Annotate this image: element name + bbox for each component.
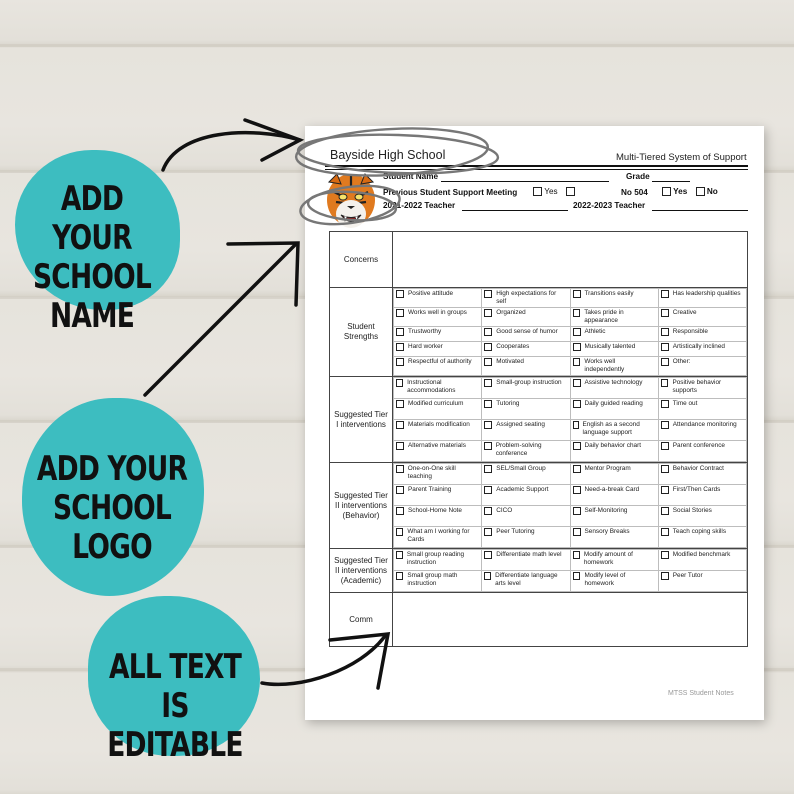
option-checkbox[interactable] (396, 343, 404, 351)
option-checkbox[interactable] (484, 400, 492, 408)
option-label: Cooperates (496, 343, 530, 350)
option-checkbox[interactable] (573, 572, 581, 580)
option-label: Other: (672, 358, 691, 365)
option-cell (394, 571, 482, 592)
option-cell (394, 485, 482, 506)
option-label: Trustworthy (408, 328, 442, 335)
option-label: Transitions easily (584, 290, 634, 297)
option-checkbox[interactable] (573, 486, 581, 494)
section-label: Suggested Tier I interventions (330, 377, 393, 463)
option-cell (482, 527, 570, 548)
option-label: Peer Tutor (672, 572, 703, 579)
option-label: Artistically inclined (672, 343, 725, 350)
option-label: Behavior Contract (672, 465, 724, 472)
option-cell (482, 399, 570, 420)
grade-label: Grade (626, 172, 650, 181)
option-cell (658, 289, 746, 308)
notes-area[interactable] (393, 232, 748, 288)
previous-meeting-label: Previous Student Support Meeting (383, 188, 518, 197)
notes-area[interactable] (393, 593, 748, 647)
options-grid (393, 549, 748, 593)
option-checkbox[interactable] (661, 400, 669, 408)
option-label: Peer Tutoring (496, 528, 535, 535)
option-checkbox[interactable] (661, 528, 669, 536)
option-checkbox[interactable] (484, 572, 491, 580)
option-cell (394, 420, 482, 441)
option-cell (482, 441, 570, 462)
option-cell (570, 550, 658, 571)
wood-grain (0, 44, 794, 47)
option-row (394, 289, 747, 308)
option-cell (658, 441, 746, 462)
option-label: Motivated (496, 358, 524, 365)
option-label: Modified benchmark (672, 551, 731, 558)
section-row (330, 288, 748, 377)
option-checkbox[interactable] (484, 486, 492, 494)
callout-school-name: ADD YOUR SCHOOL NAME (32, 179, 152, 337)
option-cell (570, 441, 658, 462)
option-label: SEL/Small Group (496, 465, 546, 472)
option-label: Works well in groups (408, 309, 467, 316)
options-grid (393, 377, 748, 463)
504-options (662, 187, 718, 196)
option-label: Has leadership qualities (672, 290, 741, 297)
option-cell (658, 327, 746, 342)
option-checkbox[interactable] (396, 465, 404, 473)
option-cell (570, 327, 658, 342)
option-checkbox[interactable] (396, 421, 404, 429)
option-label: Hard worker (408, 343, 443, 350)
option-checkbox[interactable] (484, 465, 492, 473)
option-cell (658, 399, 746, 420)
option-label: Respectful of authority (408, 358, 472, 365)
section-label: Suggested Tier II interventions (Academic) (330, 549, 393, 593)
option-row (394, 420, 747, 441)
option-label: Problem-solving conference (495, 442, 542, 457)
previous-meeting-no-checkbox[interactable] (566, 187, 575, 196)
option-label: Modify amount of homework (583, 551, 633, 566)
tiger-mascot-icon (324, 170, 378, 232)
option-cell (658, 342, 746, 357)
option-cell (482, 308, 570, 327)
option-label: Musically talented (584, 343, 636, 350)
option-checkbox[interactable] (661, 465, 669, 473)
option-cell (482, 357, 570, 376)
option-cell (570, 399, 658, 420)
option-cell (394, 378, 482, 399)
option-label: One-on-One skill teaching (407, 465, 456, 480)
option-checkbox[interactable] (396, 400, 404, 408)
option-checkbox[interactable] (396, 486, 404, 494)
option-checkbox[interactable] (573, 465, 581, 473)
previous-meeting-options (533, 187, 575, 196)
option-cell (570, 357, 658, 376)
option-cell (658, 485, 746, 506)
option-cell (394, 550, 482, 571)
option-checkbox[interactable] (661, 551, 669, 559)
option-row (394, 342, 747, 357)
option-checkbox[interactable] (661, 421, 669, 429)
option-cell (570, 506, 658, 527)
option-checkbox[interactable] (661, 309, 669, 317)
option-checkbox[interactable] (661, 572, 669, 580)
option-row (394, 550, 747, 571)
option-label: Teach coping skills (672, 528, 727, 535)
option-checkbox[interactable] (484, 328, 492, 336)
option-label: CICO (496, 507, 513, 514)
option-label: Assistive technology (584, 379, 643, 386)
option-checkbox[interactable] (484, 551, 492, 559)
option-cell (482, 420, 570, 441)
option-label: Differentiate math level (496, 551, 562, 558)
option-checkbox[interactable] (661, 358, 669, 366)
option-cell (482, 506, 570, 527)
option-cell (394, 464, 482, 485)
option-checkbox[interactable] (396, 551, 403, 559)
option-checkbox[interactable] (573, 528, 581, 536)
option-checkbox[interactable] (484, 358, 492, 366)
option-checkbox[interactable] (661, 507, 669, 515)
option-label: Tutoring (496, 400, 520, 407)
option-label: Sensory Breaks (584, 528, 630, 535)
section-row (330, 593, 748, 647)
previous-meeting-yes-checkbox[interactable] (533, 187, 542, 196)
option-label: Mentor Program (584, 465, 631, 472)
teacher-2021-label: 2021-2022 Teacher (383, 201, 456, 210)
option-checkbox[interactable] (573, 379, 581, 387)
option-checkbox[interactable] (573, 507, 581, 515)
option-label: Modify level of homework (584, 572, 626, 587)
section-row (330, 377, 748, 463)
option-cell (658, 464, 746, 485)
option-checkbox[interactable] (396, 442, 404, 450)
option-cell (482, 550, 570, 571)
option-cell (394, 357, 482, 376)
option-label: Small group reading instruction (406, 551, 465, 566)
option-cell (394, 342, 482, 357)
section-label: Student Strengths (330, 288, 393, 377)
option-row (394, 357, 747, 376)
option-cell (570, 527, 658, 548)
option-cell (394, 289, 482, 308)
option-label: Responsible (672, 328, 708, 335)
option-cell (570, 420, 658, 441)
option-cell (570, 378, 658, 399)
header-rule (325, 169, 748, 170)
option-label: Social Stories (672, 507, 712, 514)
option-checkbox[interactable] (573, 421, 579, 429)
option-checkbox[interactable] (396, 290, 404, 298)
option-row (394, 308, 747, 327)
option-cell (570, 464, 658, 485)
footer-text: MTSS Student Notes (668, 690, 734, 697)
option-cell (394, 441, 482, 462)
option-checkbox[interactable] (661, 290, 669, 298)
option-label: First/Then Cards (672, 486, 721, 493)
option-cell (570, 571, 658, 592)
option-label: School-Home Note (408, 507, 462, 514)
option-cell (482, 342, 570, 357)
section-row (330, 463, 748, 549)
option-label: Takes pride in appearance (584, 309, 624, 324)
option-row (394, 571, 747, 592)
option-cell (394, 308, 482, 327)
student-name-field[interactable] (441, 181, 609, 182)
option-checkbox[interactable] (484, 442, 491, 450)
yes-label: Yes (673, 187, 688, 196)
option-row (394, 399, 747, 420)
section-label: Concerns (330, 232, 393, 288)
504-yes-checkbox[interactable] (662, 187, 671, 196)
option-checkbox[interactable] (396, 572, 403, 580)
option-checkbox[interactable] (396, 309, 404, 317)
option-checkbox[interactable] (484, 528, 492, 536)
option-label: Daily guided reading (584, 400, 643, 407)
school-name[interactable]: Bayside High School (330, 148, 446, 162)
option-cell (482, 571, 570, 592)
option-label: Materials modification (408, 421, 470, 428)
option-checkbox[interactable] (396, 358, 404, 366)
option-label: Academic Support (496, 486, 549, 493)
option-cell (482, 289, 570, 308)
option-label: Parent Training (408, 486, 452, 493)
teacher-2022-label: 2022-2023 Teacher (573, 201, 646, 210)
teacher-2022-field[interactable] (652, 210, 748, 211)
no-504-label: No 504 (621, 188, 648, 197)
option-cell (570, 485, 658, 506)
option-cell (658, 378, 746, 399)
option-label: Organized (496, 309, 526, 316)
option-cell (658, 308, 746, 327)
option-label: Small-group instruction (496, 379, 562, 386)
option-row (394, 464, 747, 485)
option-cell (658, 571, 746, 592)
callout-school-logo: ADD YOUR SCHOOL LOGO (36, 449, 188, 568)
option-checkbox[interactable] (396, 379, 403, 387)
option-label: Modified curriculum (408, 400, 464, 407)
option-checkbox[interactable] (573, 309, 581, 317)
option-cell (394, 527, 482, 548)
option-cell (482, 378, 570, 399)
option-label: Daily behavior chart (584, 442, 641, 449)
option-checkbox[interactable] (484, 309, 492, 317)
option-cell (658, 357, 746, 376)
option-checkbox[interactable] (661, 486, 669, 494)
option-label: What am I working for Cards (407, 528, 470, 543)
option-cell (482, 485, 570, 506)
header-rule (325, 165, 748, 167)
504-no-checkbox[interactable] (696, 187, 705, 196)
option-label: Good sense of humor (496, 328, 558, 335)
option-checkbox[interactable] (661, 442, 669, 450)
section-row (330, 232, 748, 288)
option-label: Instructional accommodations (407, 379, 456, 394)
option-checkbox[interactable] (484, 379, 492, 387)
option-cell (394, 327, 482, 342)
option-label: Works well independently (584, 358, 625, 373)
option-cell (394, 399, 482, 420)
option-label: Self-Monitoring (584, 507, 628, 514)
option-label: Positive behavior supports (672, 379, 722, 394)
option-row (394, 378, 747, 399)
option-checkbox[interactable] (661, 328, 669, 336)
option-label: Parent conference (672, 442, 725, 449)
mtss-table (329, 231, 748, 647)
option-row (394, 506, 747, 527)
section-label: Suggested Tier II interventions (Behavior) (330, 463, 393, 549)
option-checkbox[interactable] (396, 528, 403, 536)
option-checkbox[interactable] (573, 328, 581, 336)
section-label: Comm (330, 593, 393, 647)
option-row (394, 327, 747, 342)
form-title[interactable]: Multi-Tiered System of Support (616, 152, 747, 163)
option-label: Need-a-break Card (584, 486, 640, 493)
option-label: High expectations for self (496, 290, 557, 305)
option-checkbox[interactable] (573, 358, 581, 366)
option-row (394, 441, 747, 462)
option-checkbox[interactable] (484, 507, 492, 515)
option-label: Athletic (584, 328, 606, 335)
option-label: Attendance monitoring (672, 421, 737, 428)
option-checkbox[interactable] (484, 343, 492, 351)
option-checkbox[interactable] (661, 343, 669, 351)
option-checkbox[interactable] (573, 343, 581, 351)
option-checkbox[interactable] (573, 442, 581, 450)
option-checkbox[interactable] (573, 400, 581, 408)
section-row (330, 549, 748, 593)
option-cell (482, 327, 570, 342)
option-cell (394, 506, 482, 527)
option-label: Creative (672, 309, 697, 316)
no-label: No (706, 187, 718, 196)
option-cell (658, 420, 746, 441)
option-row (394, 527, 747, 548)
options-grid (393, 288, 748, 377)
teacher-2021-field[interactable] (462, 210, 568, 211)
option-label: Time out (672, 400, 698, 407)
option-label: Differentiate language arts level (495, 572, 558, 587)
callout-editable: ALL TEXT IS EDITABLE (107, 647, 243, 766)
option-cell (658, 550, 746, 571)
option-label: Alternative materials (408, 442, 466, 449)
option-cell (570, 342, 658, 357)
option-checkbox[interactable] (484, 421, 492, 429)
option-checkbox[interactable] (573, 290, 581, 298)
option-label: English as a second language support (582, 421, 640, 436)
option-checkbox[interactable] (396, 507, 404, 515)
option-label: Assigned seating (496, 421, 545, 428)
option-cell (570, 308, 658, 327)
student-name-label: Student Name (383, 172, 439, 181)
option-checkbox[interactable] (396, 328, 404, 336)
option-label: Small group math instruction (407, 572, 458, 587)
option-cell (482, 464, 570, 485)
options-grid (393, 463, 748, 549)
option-cell (658, 527, 746, 548)
option-checkbox[interactable] (661, 379, 669, 387)
option-label: Positive attitude (408, 290, 454, 297)
option-checkbox[interactable] (484, 290, 492, 298)
option-cell (570, 289, 658, 308)
option-checkbox[interactable] (573, 551, 580, 559)
option-cell (658, 506, 746, 527)
yes-label: Yes (544, 187, 558, 196)
option-row (394, 485, 747, 506)
grade-field[interactable] (652, 181, 690, 182)
